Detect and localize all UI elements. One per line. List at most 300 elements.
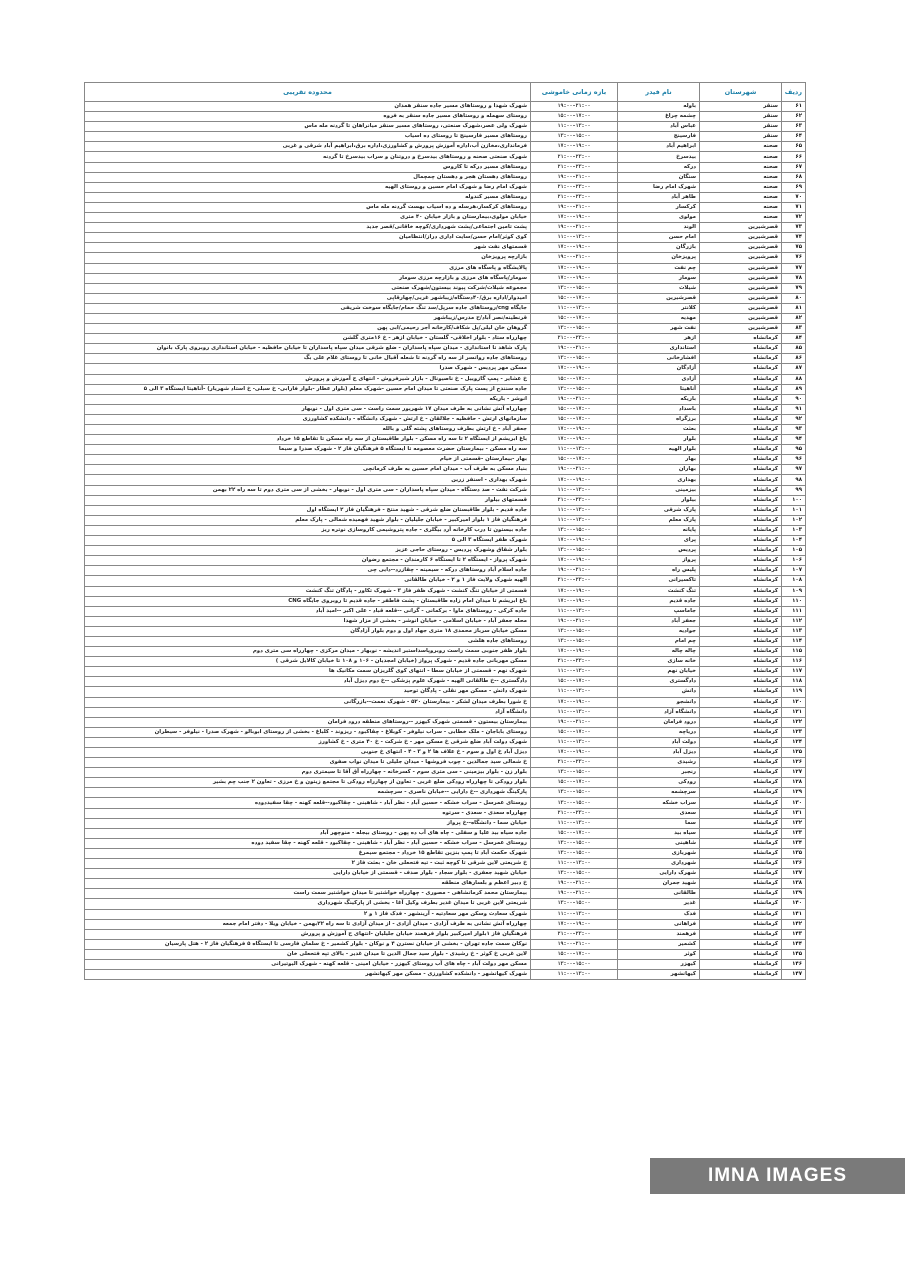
row-number-cell: ۱۲۰ (782, 697, 806, 707)
feeder-cell: پرای (618, 536, 700, 546)
city-cell: کرمانشاه (700, 737, 782, 747)
area-cell: خیابان مولوی،بیمارستان و بازار خیابان ۴۰ متری (85, 213, 531, 223)
city-cell: کرمانشاه (700, 889, 782, 899)
outage-time-cell: ۱۷:۰۰-۱۹:۰۰ (531, 919, 618, 929)
outage-time-cell: ۱۵:۰۰-۱۷:۰۰ (531, 778, 618, 788)
outage-time-cell: ۱۱:۰۰-۱۳:۰۰ (531, 485, 618, 495)
feeder-cell: افشارخانی (618, 354, 700, 364)
row-number-cell: ۷۸ (782, 273, 806, 283)
area-cell: بیمارستان محمد کرمانشاهی - مصوری - چهارراه خواشتیر تا میدان خواشتیر سمت راست (85, 889, 531, 899)
feeder-cell: دیزل آباد (618, 748, 700, 758)
feeder-cell: پلیس راه (618, 566, 700, 576)
area-cell: خ دبیر اعظم و بلسارهای منطقه (85, 879, 531, 889)
table-row (85, 606, 806, 616)
outage-time-cell: ۱۳:۰۰-۱۵:۰۰ (531, 283, 618, 293)
outage-time-cell: ۱۵:۰۰-۱۷:۰۰ (531, 112, 618, 122)
row-number-cell: ۱۱۵ (782, 647, 806, 657)
city-cell: کرمانشاه (700, 939, 782, 949)
table-row (85, 404, 806, 414)
row-number-cell: ۱۳۳ (782, 828, 806, 838)
outage-time-cell: ۱۳:۰۰-۱۵:۰۰ (531, 798, 618, 808)
city-cell: کرمانشاه (700, 798, 782, 808)
area-cell: خ عشایر - پمپ گازوییل - خ ناصیونال - بازار شیرفروش - انتهای ح آموزش و پرورش (85, 374, 531, 384)
area-cell: چهارراه ستاد - بلوار اخلاقی- گلستان - خیابان ازهر - خ ۱۶متری گلشن (85, 334, 531, 344)
feeder-cell: رشیدی (618, 758, 700, 768)
city-cell: قصرشیرین (700, 243, 782, 253)
area-cell: چهارراه آتش نشانی به طرف میدان ۱۷ شهریور سمت راست - سی متری اول - نوبهار (85, 404, 531, 414)
city-cell: کرمانشاه (700, 515, 782, 525)
feeder-cell: بلوار الهیه (618, 445, 700, 455)
feeder-cell: برزگراه (618, 414, 700, 424)
outage-time-cell: ۱۱:۰۰-۱۳:۰۰ (531, 515, 618, 525)
city-cell: کرمانشاه (700, 354, 782, 364)
table-row (85, 455, 806, 465)
table-row (85, 616, 806, 626)
table-row (85, 596, 806, 606)
feeder-cell: خیابان نهم (618, 667, 700, 677)
city-cell: سنقر (700, 132, 782, 142)
area-cell: مسکن مهربانی جاده قدیم - شهرک پرواز (خیابان امجدیان - ۱۰۶ و ۱۰۸ تا خیابان کالایل شرقی ) (85, 657, 531, 667)
area-cell: روستاهای مسیر فارسینج تا روستای ده اسیاب (85, 132, 531, 142)
area-cell: شهرک صنعتی صحنه و روستاهای بیدسرخ و دروتنان و سراب بیدسرخ تا گردنه (85, 152, 531, 162)
outage-time-cell: ۱۹:۰۰-۲۱:۰۰ (531, 253, 618, 263)
outage-time-cell: ۱۱:۰۰-۱۳:۰۰ (531, 606, 618, 616)
city-cell: صحنه (700, 172, 782, 182)
area-cell: فرهنگیان فاز ۱ بلوار امیرکبیر - خیابان جلیلیان - بلوار شهید فهمیده شمالی - پارک معلم (85, 515, 531, 525)
table-row (85, 142, 806, 152)
table-row (85, 394, 806, 404)
outage-time-cell: ۲۱:۰۰-۲۳:۰۰ (531, 152, 618, 162)
feeder-cell: شهید جمران (618, 879, 700, 889)
table-row (85, 495, 806, 505)
table-row (85, 102, 806, 112)
table-row (85, 112, 806, 122)
row-number-cell: ۱۴۳ (782, 929, 806, 939)
row-number-cell: ۱۳۷ (782, 869, 806, 879)
row-number-cell: ۱۲۴ (782, 737, 806, 747)
feeder-cell: خانه سازی (618, 657, 700, 667)
city-cell: صحنه (700, 152, 782, 162)
row-number-cell: ۱۰۷ (782, 566, 806, 576)
row-number-cell: ۱۱۹ (782, 687, 806, 697)
outage-time-cell: ۱۹:۰۰-۲۱:۰۰ (531, 879, 618, 889)
city-cell: کرمانشاه (700, 788, 782, 798)
row-number-cell: ۱۴۷ (782, 970, 806, 980)
area-cell: سازمانهای ارتش - حافظیه - جلالقان - خ ارتش - شهرک دانشگاه - دانشکده کشاورزی (85, 414, 531, 424)
feeder-cell: مهدیه (618, 313, 700, 323)
outage-time-cell: ۱۵:۰۰-۱۷:۰۰ (531, 293, 618, 303)
outage-time-cell: ۱۵:۰۰-۱۷:۰۰ (531, 313, 618, 323)
row-number-cell: ۱۱۸ (782, 677, 806, 687)
feeder-cell: بهار (618, 455, 700, 465)
outage-time-cell: ۲۱:۰۰-۲۳:۰۰ (531, 808, 618, 818)
outage-time-cell: ۱۷:۰۰-۱۹:۰۰ (531, 263, 618, 273)
city-cell: کرمانشاه (700, 394, 782, 404)
feeder-cell: بعثت (618, 425, 700, 435)
row-number-cell: ۹۴ (782, 435, 806, 445)
feeder-cell: سرچشمه (618, 788, 700, 798)
area-cell: جاده سیاه بید علیا و سفلی - چاه های آب ده پهن - روستای بیجله - منوچهر آباد (85, 828, 531, 838)
city-cell: کرمانشاه (700, 536, 782, 546)
city-cell: کرمانشاه (700, 636, 782, 646)
area-cell: پشت تامین اجتماعی/پشت شهرداری/کوچه خاقانی/قصر جدید (85, 223, 531, 233)
row-number-cell: ۱۰۵ (782, 546, 806, 556)
city-cell: کرمانشاه (700, 828, 782, 838)
outage-time-cell: ۱۵:۰۰-۱۷:۰۰ (531, 677, 618, 687)
table-row (85, 515, 806, 525)
feeder-cell: پرواز (618, 556, 700, 566)
city-cell: کرمانشاه (700, 505, 782, 515)
area-cell: مسکن مهر پردیس - شهرک صدرا (85, 364, 531, 374)
outage-time-cell: ۱۵:۰۰-۱۷:۰۰ (531, 414, 618, 424)
area-cell: جاده قدیم - بلوار طاقبستان ضلع شرقی - شهید منتخ - فرهنگیان فاز ۲ ایستگاه اول (85, 505, 531, 515)
outage-time-cell: ۱۷:۰۰-۱۹:۰۰ (531, 697, 618, 707)
area-cell: خ شمالی سید جمالدین - چوب فروشها - میدان جلیلی تا میدان نواب صفوی (85, 758, 531, 768)
city-cell: کرمانشاه (700, 899, 782, 909)
outage-time-cell: ۱۱:۰۰-۱۳:۰۰ (531, 122, 618, 132)
city-cell: کرمانشاه (700, 869, 782, 879)
area-cell: قرنطینه/نصر آباد/ح مدرس/زیباشهر (85, 313, 531, 323)
feeder-cell: جاماسپ (618, 606, 700, 616)
row-number-cell: ۷۳ (782, 223, 806, 233)
row-number-cell: ۸۰ (782, 293, 806, 303)
feeder-cell: ازهر (618, 334, 700, 344)
row-number-cell: ۷۱ (782, 202, 806, 212)
row-number-cell: ۱۲۵ (782, 748, 806, 758)
table-row (85, 546, 806, 556)
feeder-cell: کرکسار (618, 202, 700, 212)
row-number-cell: ۱۳۴ (782, 838, 806, 848)
city-cell: سنقر (700, 102, 782, 112)
area-cell: شهرک کیهانشهر - دانشکده کشاورزی - مسکن مهر کیهانشهر (85, 970, 531, 980)
city-cell: کرمانشاه (700, 414, 782, 424)
feeder-cell: کلانتر (618, 303, 700, 313)
table-row (85, 172, 806, 182)
area-cell: امیدوار/اداره برق/۴۰دستگاه/زیباشهر غربی/چهارقاپی (85, 293, 531, 303)
outage-time-cell: ۲۱:۰۰-۲۳:۰۰ (531, 657, 618, 667)
row-number-cell: ۱۲۲ (782, 717, 806, 727)
table-row (85, 687, 806, 697)
outage-time-cell: ۱۷:۰۰-۱۹:۰۰ (531, 364, 618, 374)
area-cell: لاین غربی خ کوثر - خ رشیدی - بلوار سید جمال الدین تا میدان غدیر - بالای تپه فتحعلی خان (85, 949, 531, 959)
city-cell: کرمانشاه (700, 859, 782, 869)
feeder-cell: سراب خشکه (618, 798, 700, 808)
city-cell: کرمانشاه (700, 707, 782, 717)
row-number-cell: ۱۴۱ (782, 909, 806, 919)
table-row (85, 677, 806, 687)
table-row (85, 344, 806, 354)
outage-time-cell: ۱۹:۰۰-۲۱:۰۰ (531, 616, 618, 626)
table-row (85, 808, 806, 818)
feeder-cell: دانشگاه آزاد (618, 707, 700, 717)
area-cell: روستاهای دهستان هجر و دهستان چمچمال (85, 172, 531, 182)
area-cell: بهار -بیمارستان -قسمتی از خیام (85, 455, 531, 465)
row-number-cell: ۱۱۲ (782, 616, 806, 626)
outage-time-cell: ۱۱:۰۰-۱۳:۰۰ (531, 818, 618, 828)
table-row (85, 647, 806, 657)
feeder-cell: جوادیه (618, 626, 700, 636)
power-outage-table (84, 82, 806, 980)
feeder-cell: مولوی (618, 213, 700, 223)
area-cell: جاده بیستون تا درب کارخانه آرد بیگلری - جاده پتروشیمی کاروسازی نوتره ریز (85, 525, 531, 535)
row-number-cell: ۱۰۶ (782, 556, 806, 566)
row-number-cell: ۱۳۶ (782, 859, 806, 869)
area-cell: محله جعفر آباد - خیابان اسلامی - خیابان انوشر - بخشی از مزار شهدا (85, 616, 531, 626)
row-number-cell: ۱۱۱ (782, 606, 806, 616)
area-cell: روستای سهمله و روستاهای مسیر جاده سنقر به فروه (85, 112, 531, 122)
row-number-cell: ۹۳ (782, 425, 806, 435)
column-header-feeder: نام فیدر (618, 83, 700, 102)
city-cell: صحنه (700, 142, 782, 152)
outage-time-cell: ۱۷:۰۰-۱۹:۰۰ (531, 243, 618, 253)
outage-time-cell: ۱۳:۰۰-۱۵:۰۰ (531, 546, 618, 556)
table-row (85, 122, 806, 132)
area-cell: روستاهای جاده هلشی (85, 636, 531, 646)
area-cell: نوکان سمت جاده تهران - بخشی از خیابان نسترن ۴ و نوکان - بلوار کشمیر - خ سلمان فارسی تا ایستگاه ۵ فرهنگیان فاز ۲ - هتل پارسیان (85, 939, 531, 949)
city-cell: کرمانشاه (700, 596, 782, 606)
row-number-cell: ۱۲۱ (782, 707, 806, 717)
feeder-cell: سنگان (618, 172, 700, 182)
row-number-cell: ۸۹ (782, 384, 806, 394)
row-number-cell: ۱۱۷ (782, 667, 806, 677)
area-cell: جایگاه cng/روستاهای جاده سرپل/سد تنگ حمام/جایگاه سوخت شریفی (85, 303, 531, 313)
city-cell: کرمانشاه (700, 848, 782, 858)
row-number-cell: ۱۳۰ (782, 798, 806, 808)
feeder-cell: غدیر (618, 899, 700, 909)
feeder-cell: قصرشیرین (618, 293, 700, 303)
table-row (85, 425, 806, 435)
feeder-cell: چم نفت (618, 263, 700, 273)
city-cell: کرمانشاه (700, 808, 782, 818)
table-row (85, 758, 806, 768)
table-row (85, 929, 806, 939)
area-cell: روستاهای کرکسار،هرسله و ده اسیاب بهست گردنه مله ماس (85, 202, 531, 212)
table-body (85, 102, 806, 980)
area-cell: مجموعه شیلات/شرکت پیوند بیستون/شهرک صنعتی (85, 283, 531, 293)
row-number-cell: ۷۵ (782, 243, 806, 253)
row-number-cell: ۶۸ (782, 172, 806, 182)
feeder-cell: سعدی (618, 808, 700, 818)
area-cell: جعفر آباد - خ ارتش بطرف روستاهای پشته گلی و بالله (85, 425, 531, 435)
city-cell: کرمانشاه (700, 687, 782, 697)
feeder-cell: رنجبر (618, 768, 700, 778)
feeder-cell: سومار (618, 273, 700, 283)
table-row (85, 768, 806, 778)
table-row (85, 213, 806, 223)
feeder-cell: کیهزر (618, 959, 700, 969)
table-row (85, 182, 806, 192)
city-cell: قصرشیرین (700, 324, 782, 334)
city-cell: کرمانشاه (700, 768, 782, 778)
row-number-cell: ۶۳ (782, 122, 806, 132)
outage-time-cell: ۱۷:۰۰-۱۹:۰۰ (531, 647, 618, 657)
row-number-cell: ۱۴۶ (782, 959, 806, 969)
table-row (85, 879, 806, 889)
row-number-cell: ۷۴ (782, 233, 806, 243)
area-cell: کوی کوثر/امام حسن/سایت اداری دراز/انتظامیان (85, 233, 531, 243)
feeder-cell: پایانه (618, 525, 700, 535)
city-cell: کرمانشاه (700, 384, 782, 394)
outage-time-cell: ۱۹:۰۰-۲۱:۰۰ (531, 717, 618, 727)
city-cell: صحنه (700, 213, 782, 223)
table-row (85, 778, 806, 788)
table-header-row (85, 83, 806, 102)
row-number-cell: ۶۵ (782, 142, 806, 152)
outage-time-cell: ۱۷:۰۰-۱۹:۰۰ (531, 273, 618, 283)
city-cell: صحنه (700, 202, 782, 212)
table-row (85, 576, 806, 586)
feeder-cell: عباس آباد (618, 122, 700, 132)
outage-time-cell: ۱۱:۰۰-۱۳:۰۰ (531, 233, 618, 243)
feeder-cell: ابراهیم آباد (618, 142, 700, 152)
table-row (85, 626, 806, 636)
outage-time-cell: ۱۱:۰۰-۱۳:۰۰ (531, 687, 618, 697)
outage-time-cell: ۱۳:۰۰-۱۵:۰۰ (531, 132, 618, 142)
outage-time-cell: ۱۹:۰۰-۲۱:۰۰ (531, 344, 618, 354)
outage-time-cell: ۲۱:۰۰-۲۳:۰۰ (531, 182, 618, 192)
row-number-cell: ۱۰۱ (782, 505, 806, 515)
feeder-cell: پرویزخان (618, 253, 700, 263)
area-cell: سومار/پاسگاه های مرزی و بازارچه مرزی سومار (85, 273, 531, 283)
feeder-cell: سیاه بید (618, 828, 700, 838)
area-cell: روستای باباجان - ملک خطابی - سراب نیلوفر - کوبلاغ - چقاکبود - ریزوند - کلباغ - بخشی از روستای ابوبالو - شهرک صدرا - نیلوفر - سیطران (85, 727, 531, 737)
row-number-cell: ۱۴۴ (782, 939, 806, 949)
table-row (85, 263, 806, 273)
area-cell: سه راه مسکن - بیمارستان حضرت معصومه تا ایستگاه ۵ فرهنگیان فاز ۲ - شهرک صدرا و سیما (85, 445, 531, 455)
table-row (85, 273, 806, 283)
table-row (85, 838, 806, 848)
city-cell: سنقر (700, 122, 782, 132)
city-cell: کرمانشاه (700, 879, 782, 889)
table-row (85, 949, 806, 959)
city-cell: کرمانشاه (700, 435, 782, 445)
area-cell: شهرک ظفر ایستگاه ۳ الی ۵ (85, 536, 531, 546)
area-cell: پالایشگاه و پاسگاه های مرزی (85, 263, 531, 273)
city-cell: کرمانشاه (700, 778, 782, 788)
outage-time-cell: ۱۹:۰۰-۲۱:۰۰ (531, 465, 618, 475)
city-cell: کرمانشاه (700, 748, 782, 758)
table-row (85, 152, 806, 162)
city-cell: کرمانشاه (700, 959, 782, 969)
row-number-cell: ۶۷ (782, 162, 806, 172)
outage-time-cell: ۱۷:۰۰-۱۹:۰۰ (531, 475, 618, 485)
row-number-cell: ۱۰۰ (782, 495, 806, 505)
table-row (85, 737, 806, 747)
feeder-cell: امام حسن (618, 233, 700, 243)
feeder-cell: شهرک دارایی (618, 869, 700, 879)
feeder-cell: جعفر آباد (618, 616, 700, 626)
feeder-cell: طاهر آباد (618, 192, 700, 202)
feeder-cell: شهرداری (618, 859, 700, 869)
city-cell: کرمانشاه (700, 556, 782, 566)
row-number-cell: ۸۶ (782, 354, 806, 364)
row-number-cell: ۱۱۴ (782, 636, 806, 646)
feeder-cell: شیلات (618, 283, 700, 293)
area-cell: خ شریعتی لاین شرقی تا کوچه ثبت - تیه فتحعلی خان - بعثت فاز ۲ (85, 859, 531, 869)
row-number-cell: ۱۰۹ (782, 586, 806, 596)
table-row (85, 202, 806, 212)
area-cell: پارک شاهد تا استانداری - میدان سپاه پاسداران - ضلع شرقی میدان سپاه پاسداران تا خیابان حافظیه - خیابان استانداری روبروی پارک بانوان (85, 344, 531, 354)
table-row (85, 303, 806, 313)
imna-images-watermark: IMNA IMAGES (650, 1158, 905, 1194)
city-cell: کرمانشاه (700, 616, 782, 626)
table-row (85, 475, 806, 485)
area-cell: جاده سنندج از پست پارک صنعتی تا میدان امام حسین -شهرک معلم (بلوار عطار -بلوار فارابی- خ سبلی- خ استاد شهریار) -آناهیتا ایستگاه ۳ الی ۵ (85, 384, 531, 394)
row-number-cell: ۱۳۲ (782, 818, 806, 828)
table-row (85, 697, 806, 707)
outage-time-cell: ۱۷:۰۰-۱۹:۰۰ (531, 596, 618, 606)
feeder-cell: بلوار (618, 435, 700, 445)
city-cell: کرمانشاه (700, 758, 782, 768)
outage-time-cell: ۱۱:۰۰-۱۳:۰۰ (531, 445, 618, 455)
row-number-cell: ۱۲۹ (782, 788, 806, 798)
outage-time-cell: ۱۷:۰۰-۱۹:۰۰ (531, 748, 618, 758)
table-row (85, 253, 806, 263)
feeder-cell: نفت شهر (618, 324, 700, 334)
city-cell: سنقر (700, 112, 782, 122)
city-cell: کرمانشاه (700, 566, 782, 576)
row-number-cell: ۱۳۹ (782, 889, 806, 899)
outage-time-cell: ۱۱:۰۰-۱۳:۰۰ (531, 707, 618, 717)
area-cell: شهرک حکمت آباد تا پمپ بنزین تقاطع ۱۵ خرداد - مجتمع سیمرغ (85, 848, 531, 858)
outage-time-cell: ۱۷:۰۰-۱۹:۰۰ (531, 425, 618, 435)
area-cell: جاده اسلام آباد روستاهای درکه - سیمینه - چقازرد--دایی چی (85, 566, 531, 576)
city-cell: قصرشیرین (700, 223, 782, 233)
feeder-cell: جاده قدیم (618, 596, 700, 606)
area-cell: شهرک بهداری - اسنفر زرین (85, 475, 531, 485)
outage-time-cell: ۱۵:۰۰-۱۷:۰۰ (531, 374, 618, 384)
row-number-cell: ۷۹ (782, 283, 806, 293)
feeder-cell: آزادی (618, 374, 700, 384)
column-header-row-number: ردیف (782, 83, 806, 102)
feeder-cell: آزادگان (618, 364, 700, 374)
area-cell: بازارچه پرویزخان (85, 253, 531, 263)
row-number-cell: ۸۲ (782, 313, 806, 323)
row-number-cell: ۶۶ (782, 152, 806, 162)
city-cell: کرمانشاه (700, 970, 782, 980)
area-cell: شهرک نهم - قسمتی از خیابان سطا - انتهای کوی گلریزان سمت مکانیک ها (85, 667, 531, 677)
outage-time-cell: ۱۱:۰۰-۱۳:۰۰ (531, 505, 618, 515)
table-row (85, 354, 806, 364)
table-row (85, 818, 806, 828)
area-cell: روستاهای جاده روانسر از سه راه گردنه تا شعله آقبال خانی تا روستای غلام علی بگ (85, 354, 531, 364)
city-cell: صحنه (700, 192, 782, 202)
table-row (85, 939, 806, 949)
area-cell: بلوار زن - بلوار بیزمینی - سی متری سوم - کسرخانه - چهارراه آق آقا تا سیمتری دوم (85, 768, 531, 778)
outage-time-cell: ۱۷:۰۰-۱۹:۰۰ (531, 556, 618, 566)
city-cell: کرمانشاه (700, 919, 782, 929)
outage-time-cell: ۱۱:۰۰-۱۳:۰۰ (531, 859, 618, 869)
city-cell: کرمانشاه (700, 334, 782, 344)
area-cell: فرمانداری،مخازن آب،اداره آموزش پرورش و کشاورزی،اداره برق،ابراهیم آباد شرقی و غربی (85, 142, 531, 152)
feeder-cell: تاکسیرانی (618, 576, 700, 586)
table-row (85, 909, 806, 919)
table-row (85, 859, 806, 869)
table-row (85, 848, 806, 858)
feeder-cell: طالقانی (618, 889, 700, 899)
outage-time-cell: ۱۱:۰۰-۱۳:۰۰ (531, 737, 618, 747)
table-row (85, 243, 806, 253)
feeder-cell: شهرک امام رضا (618, 182, 700, 192)
row-number-cell: ۱۲۸ (782, 778, 806, 788)
row-number-cell: ۱۴۵ (782, 949, 806, 959)
table-row (85, 970, 806, 980)
row-number-cell: ۷۶ (782, 253, 806, 263)
table-row (85, 657, 806, 667)
area-cell: بلوار ظفر جنوبی سمت راست روبروپاسداستبر اندیشه - نوبهار - میدان مرکزی - چهارراه سی متری دوم (85, 647, 531, 657)
area-cell: شهرک دولت آباد ضلع شرقی خ مسکن مهر - خ شرکت - خ ۴۰ متری - خ کشاورز (85, 737, 531, 747)
area-cell: شهرک ولی عصر،شهرک صنعتی، روستاهای مسیر سنقر میانراهان تا گردنه مله ماس (85, 122, 531, 132)
